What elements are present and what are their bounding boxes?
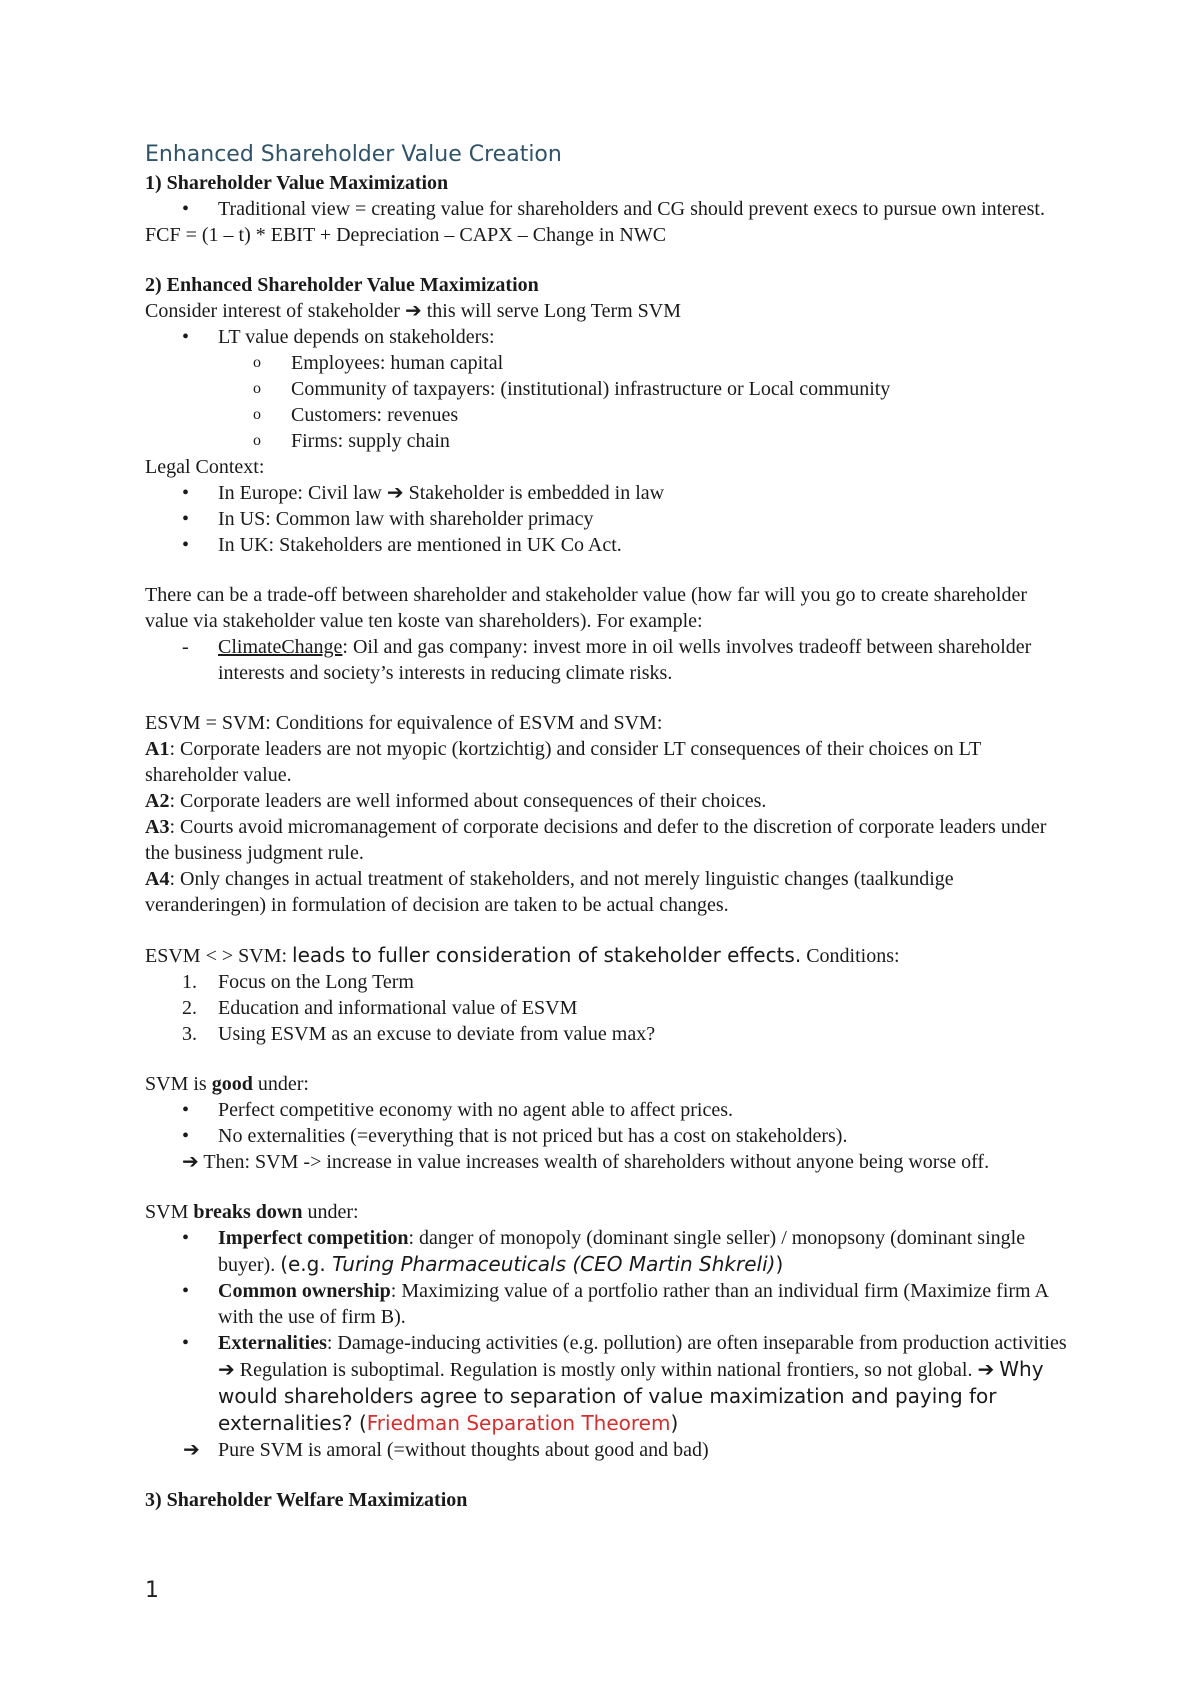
number-marker: 1. (182, 971, 197, 993)
bullet-icon: • (182, 198, 190, 220)
bullet-icon: • (182, 1125, 190, 1147)
tradeoff-paragraph: There can be a trade-off between shareholder and stakeholder value (how far will you go to create shareholder value via stakeholder value ten koste van shareholders). For example: (145, 584, 1028, 632)
bullet-icon: • (182, 482, 190, 504)
fcf-formula: FCF = (1 – t) * EBIT + Depreciation – CAPX – Change in NWC (145, 224, 667, 246)
doc-title: Enhanced Shareholder Value Creation (145, 142, 562, 167)
assumption-a4: A4: Only changes in actual treatment of stakeholders, and not merely linguistic changes (taalkundige veranderingen) in formulation of decision are taken to be actual changes. (145, 868, 954, 916)
friedman-theorem: Friedman Separation Theorem (366, 1411, 671, 1435)
sub-list-item: o Customers: revenues (253, 404, 459, 426)
pure-svm-line: ➔ Pure SVM is amoral (=without thoughts about good and bad) (183, 1439, 709, 1461)
number-marker: 2. (182, 997, 197, 1019)
assumption-a1: A1: Corporate leaders are not myopic (kortzichtig) and consider LT consequences of their choices on LT shareholder value. (145, 738, 981, 786)
list-item: • In US: Common law with shareholder primacy (182, 508, 594, 530)
bullet-icon: • (182, 534, 190, 556)
list-item: • Externalities: Damage-inducing activities (e.g. pollution) are often inseparable from production activities ➔ Regulation is suboptimal. Regulation is mostly only within national frontiers, so not global. ➔ Why would shareholders agree to separation of value maximization and paying for externalities? (Friedman Separation Theorem) (182, 1332, 1067, 1435)
sub-list-item: o Firms: supply chain (253, 430, 450, 452)
bullet-icon: • (182, 1332, 190, 1354)
section-1-heading: 1) Shareholder Value Maximization (145, 172, 449, 194)
right-arrow-icon: ➔ (977, 1359, 995, 1381)
legal-context-label: Legal Context: (145, 456, 265, 478)
right-arrow-icon: ➔ (183, 1439, 200, 1461)
bullet-icon: • (182, 1227, 190, 1249)
right-arrow-icon: ➔ (218, 1359, 235, 1381)
number-marker: 3. (182, 1023, 197, 1045)
list-item: • LT value depends on stakeholders: (182, 326, 495, 348)
esvm-equals-svm: ESVM = SVM: Conditions for equivalence of ESVM and SVM: (145, 712, 663, 734)
svm-breaks-heading: SVM breaks down under: (145, 1201, 359, 1223)
bullet-icon: • (182, 1099, 190, 1121)
list-item: • No externalities (=everything that is not priced but has a cost on stakeholders). (182, 1125, 848, 1147)
climate-change-label: ClimateChange (218, 636, 343, 658)
esvm-not-equal-svm: ESVM < > SVM: leads to fuller consideration of stakeholder effects. Conditions: (145, 943, 900, 967)
bullet-icon: • (182, 508, 190, 530)
circle-bullet-icon: o (253, 432, 261, 449)
page-number: 1 (145, 1578, 159, 1603)
esvm-intro: Consider interest of stakeholder ➔ this will serve Long Term SVM (145, 300, 682, 322)
list-item: 3. Using ESVM as an excuse to deviate from value max? (182, 1023, 656, 1045)
page-content (145, 140, 1075, 1513)
list-item: • Perfect competitive economy with no agent able to affect prices. (182, 1099, 733, 1121)
list-item: • In UK: Stakeholders are mentioned in UK Co Act. (182, 534, 622, 556)
svm-good-heading: SVM is good under: (145, 1073, 309, 1095)
dash-bullet: - (182, 636, 189, 658)
sub-list-item: o Employees: human capital (253, 352, 504, 374)
bullet-icon: • (182, 326, 190, 348)
list-item: - ClimateChange: Oil and gas company: invest more in oil wells involves tradeoff between shareholder interests and society’s interests in reducing climate risks. (182, 636, 1032, 684)
then-line: ➔ Then: SVM -> increase in value increases wealth of shareholders without anyone being worse off. (182, 1151, 990, 1173)
right-arrow-icon: ➔ (386, 482, 404, 504)
list-item: • Traditional view = creating value for shareholders and CG should prevent execs to pursue own interest. (182, 198, 1045, 220)
list-item: • Imperfect competition: danger of monopoly (dominant single seller) / monopsony (dominant single buyer). (e.g. Turing Pharmaceuticals (CEO Martin Shkreli)) (182, 1227, 1026, 1276)
right-arrow-icon: ➔ (404, 300, 422, 322)
assumption-a3: A3: Courts avoid micromanagement of corporate decisions and defer to the discretion of corporate leaders under the business judgment rule. (145, 816, 1047, 864)
section-3-heading: 3) Shareholder Welfare Maximization (145, 1489, 468, 1511)
right-arrow-icon: ➔ (182, 1151, 199, 1173)
circle-bullet-icon: o (253, 380, 261, 397)
list-item: 2. Education and informational value of ESVM (182, 997, 578, 1019)
list-item: 1. Focus on the Long Term (182, 971, 414, 993)
bullet-icon: • (182, 1280, 190, 1302)
section-2-heading: 2) Enhanced Shareholder Value Maximization (145, 274, 539, 296)
circle-bullet-icon: o (253, 354, 261, 371)
sub-list-item: o Community of taxpayers: (institutional) infrastructure or Local community (253, 378, 891, 400)
list-item: • Common ownership: Maximizing value of a portfolio rather than an individual firm (Maximize firm A with the use of firm B). (182, 1280, 1048, 1328)
assumption-a2: A2: Corporate leaders are well informed about consequences of their choices. (145, 790, 767, 812)
list-item: • In Europe: Civil law ➔ Stakeholder is embedded in law (182, 482, 665, 504)
circle-bullet-icon: o (253, 406, 261, 423)
